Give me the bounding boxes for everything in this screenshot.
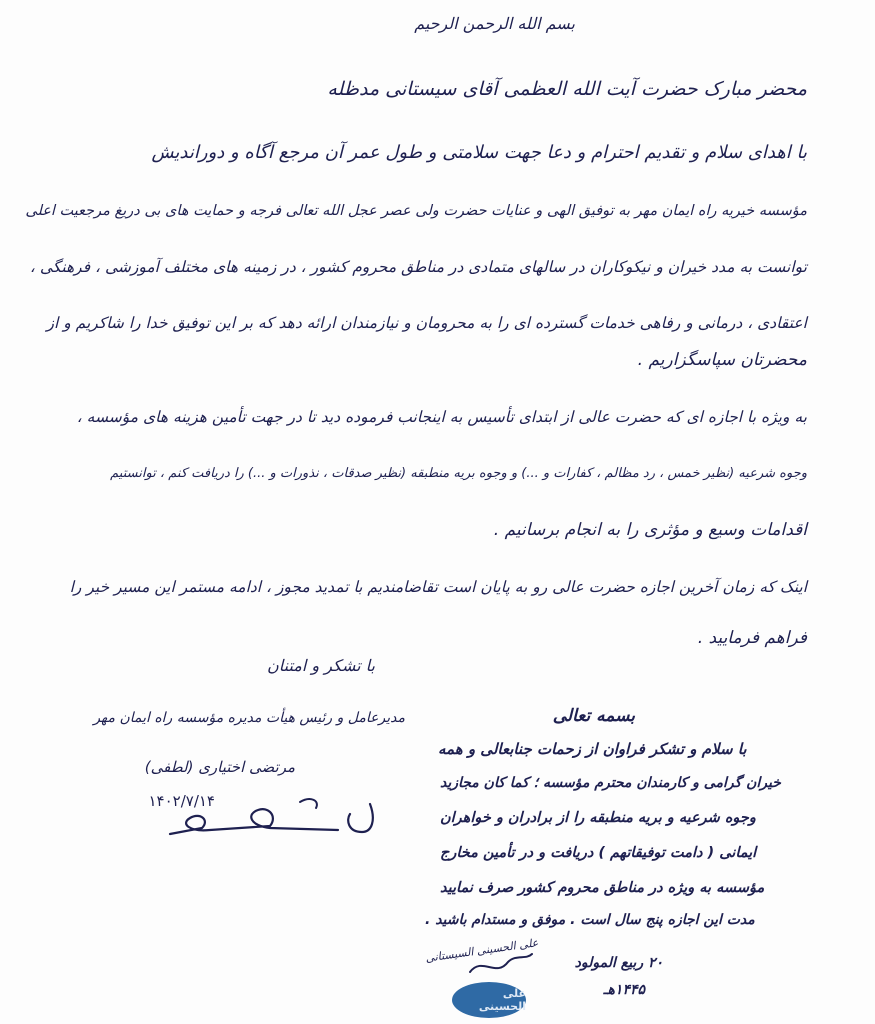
reply-date-day: ۲۰ ربیع المولود (574, 955, 663, 971)
paragraph3-line1: اینک که زمان آخرین اجازه حضرت عالی رو به پایان است تقاضامندیم با تمدید مجوز ، ادامه مستمر این مسیر خیر را (69, 578, 807, 596)
paragraph1-line4: محضرتان سپاسگزاریم . (637, 350, 807, 370)
reply-line4: ایمانی ( دامت توفیقاتهم ) دریافت و در تأمین مخارج (440, 845, 757, 861)
reply-date-year: ۱۴۴۵هـ (603, 982, 645, 998)
reply-heading: بسمه تعالی (552, 706, 635, 726)
paragraph1-line2: توانست به مدد خیران و نیکوکاران در سالهای متمادی در مناطق محروم کشور ، در زمینه های مختلف آموزشی ، فرهنگی ، (29, 258, 807, 276)
official-seal: علی الحسینی (452, 982, 526, 1018)
signatory-title: مدیرعامل و رئیس هیأت مدیره مؤسسه راه ایمان مهر (93, 710, 405, 726)
reply-line2: خیران گرامی و کارمندان محترم مؤسسه ؛ کما کان مجازید (440, 775, 781, 791)
paragraph1-line1: مؤسسه خیریه راه ایمان مهر به توفیق الهی و عنایات حضرت ولی عصر عجل الله تعالی فرجه و حمایت های بی دریغ مرجعیت اعلی (25, 203, 807, 219)
addressee-line: محضر مبارک حضرت آیت الله العظمی آقای سیستانی مدظله (327, 78, 807, 100)
reply-signature-stroke (466, 950, 536, 980)
closing-line: با تشکر و امتنان (267, 656, 375, 675)
reply-line5: مؤسسه به ویژه در مناطق محروم کشور صرف نمایید (440, 880, 765, 896)
paragraph3-line2: فراهم فرمایید . (697, 628, 807, 648)
greeting-line: با اهدای سلام و تقدیم احترام و دعا جهت سلامتی و طول عمر آن مرجع آگاه و دوراندیش (151, 142, 807, 163)
reply-signature: علی الحسینی السیستانی (424, 936, 540, 965)
paragraph1-line3: اعتقادی ، درمانی و رفاهی خدمات گسترده ای را به محرومان و نیازمندان ارائه دهد که بر این توفیق خدا را شاکریم و از (46, 314, 807, 332)
reply-line3: وجوه شرعیه و بریه منطبقه را از برادران و خواهران (440, 810, 756, 826)
signatory-name: مرتضی اختیاری (لطفی) (144, 758, 295, 776)
reply-line1: با سلام و تشکر فراوان از زحمات جنابعالی و همه (438, 740, 747, 758)
paragraph2-line2: وجوه شرعیه (نظیر خمس ، رد مظالم ، کفارات و ...) و وجوه بریه منطبقه (نظیر صدقات ، نذورات و ...) را دریافت کنم ، توانستیم (110, 466, 807, 481)
paragraph2-line3: اقدامات وسیع و مؤثری را به انجام برسانیم . (493, 520, 807, 540)
paragraph2-line1: به ویژه با اجازه ای که حضرت عالی از ابتدای تأسیس به اینجانب فرموده دید تا در جهت تأمین هزینه های مؤسسه ، (76, 408, 807, 426)
basmala: بسم الله الرحمن الرحیم (414, 14, 575, 33)
sender-signature (150, 790, 390, 850)
reply-line6: مدت این اجازه پنج سال است . موفق و مستدام باشید . (425, 912, 755, 928)
letter-date: ۱۴۰۲/۷/۱۴ (148, 792, 215, 810)
